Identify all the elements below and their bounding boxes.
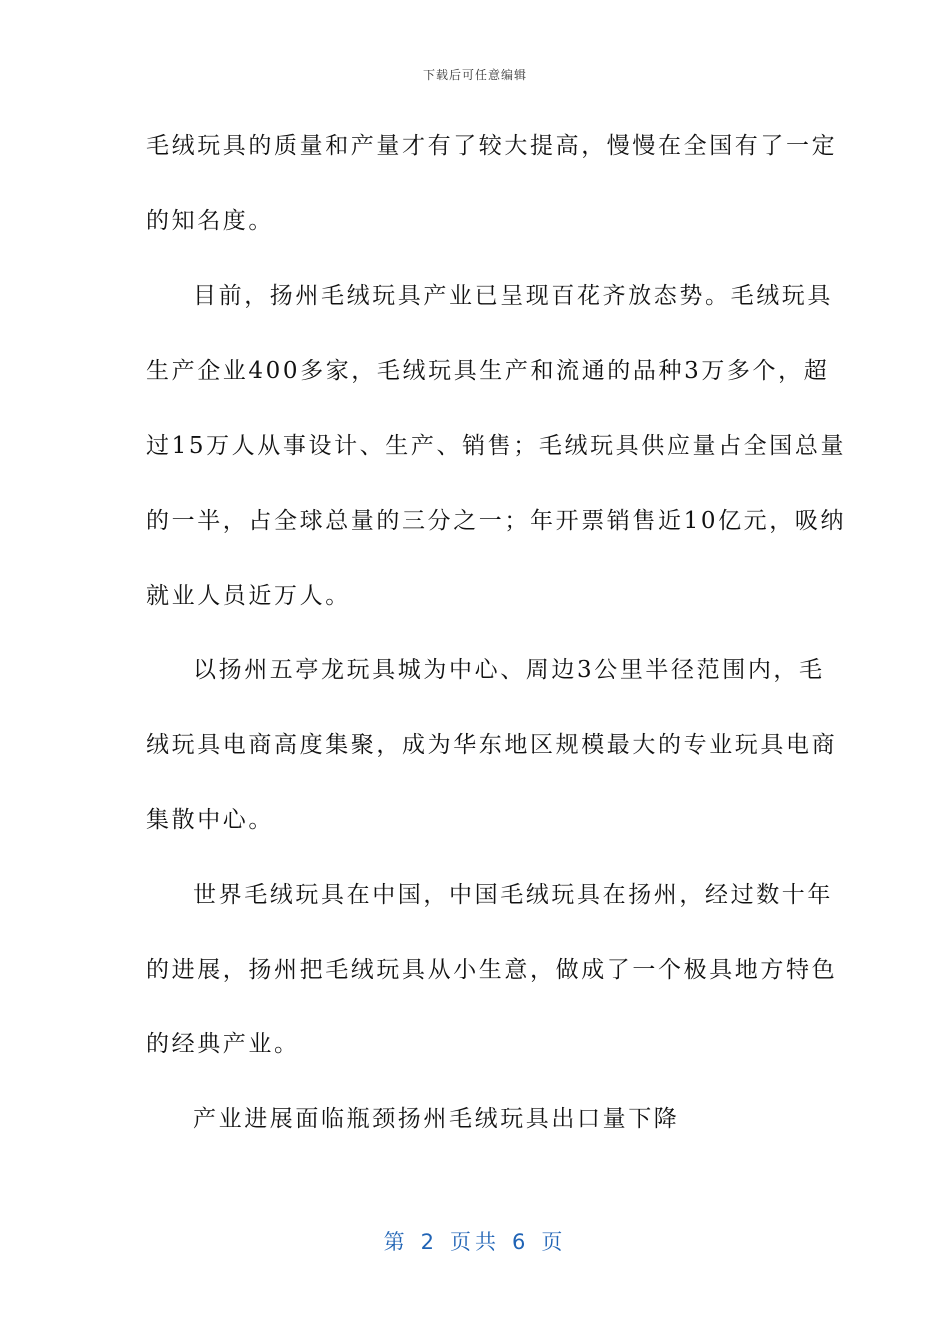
text-line: 目前，扬州毛绒玩具产业已呈现百花齐放态势。毛绒玩具 bbox=[193, 283, 833, 309]
text-line: 过15万人从事设计、生产、销售；毛绒玩具供应量占全国总量 bbox=[146, 433, 847, 459]
header-note: 下载后可任意编辑 bbox=[422, 68, 527, 82]
footer-total-pages: 6 bbox=[512, 1230, 530, 1254]
text-line: 毛绒玩具的质量和产量才有了较大提高，慢慢在全国有了一定 bbox=[146, 133, 838, 159]
footer-page-number: 2 bbox=[420, 1230, 438, 1254]
text-line: 以扬州五亭龙玩具城为中心、周边3公里半径范围内，毛 bbox=[193, 657, 825, 683]
text-line: 集散中心。 bbox=[146, 807, 274, 833]
text-line: 的知名度。 bbox=[146, 208, 274, 234]
footer-label-middle: 页共 bbox=[450, 1230, 500, 1254]
text-line: 的进展，扬州把毛绒玩具从小生意，做成了一个极具地方特色 bbox=[146, 957, 838, 983]
text-line: 产业进展面临瓶颈扬州毛绒玩具出口量下降 bbox=[193, 1106, 680, 1132]
footer-label-prefix: 第 bbox=[383, 1230, 409, 1254]
text-line: 生产企业400多家，毛绒玩具生产和流通的品种3万多个，超 bbox=[146, 358, 830, 384]
text-line: 世界毛绒玩具在中国，中国毛绒玩具在扬州，经过数十年 bbox=[193, 882, 833, 908]
text-line: 的经典产业。 bbox=[146, 1031, 300, 1057]
text-line: 就业人员近万人。 bbox=[146, 583, 351, 609]
text-line: 绒玩具电商高度集聚，成为华东地区规模最大的专业玩具电商 bbox=[146, 732, 838, 758]
text-line: 的一半，占全球总量的三分之一；年开票销售近10亿元，吸纳 bbox=[146, 508, 847, 534]
page-footer bbox=[0, 1226, 950, 1256]
footer-label-suffix: 页 bbox=[541, 1230, 567, 1254]
